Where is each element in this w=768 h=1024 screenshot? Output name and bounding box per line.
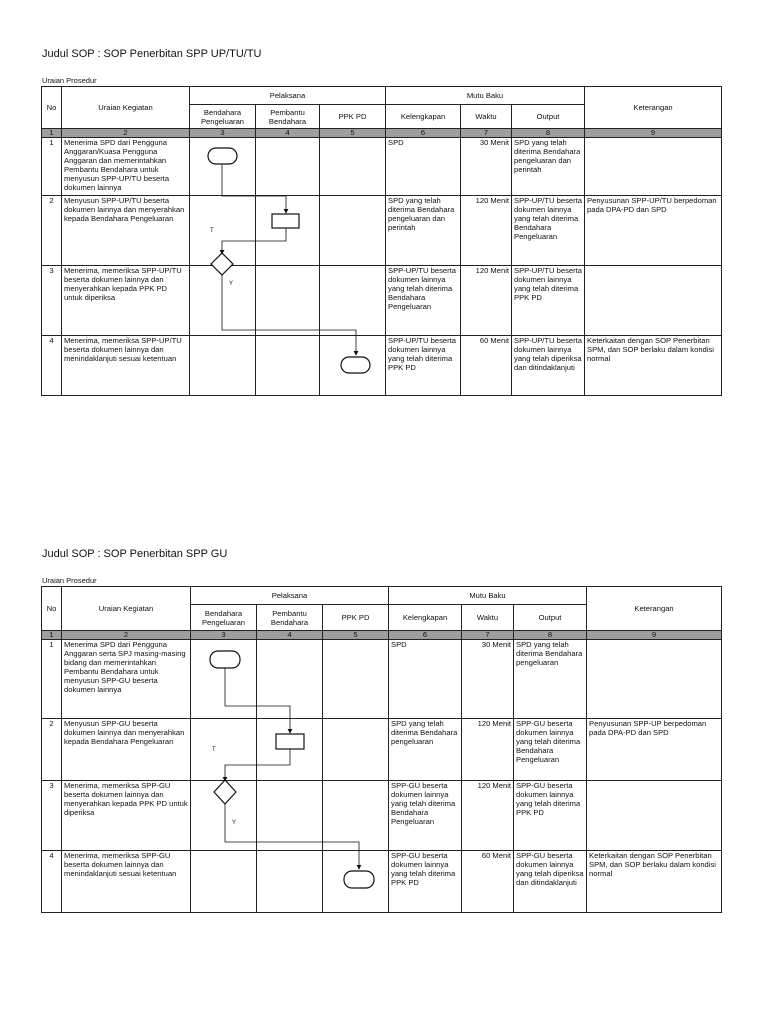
row-keterangan: Keterkaitan dengan SOP Penerbitan SPM, dan SOP berlaku dalam kondisi normal — [585, 336, 722, 396]
row-keterangan — [587, 640, 722, 719]
label-t: T — [210, 228, 214, 234]
label-t: T — [212, 747, 216, 753]
label-y: Y — [232, 820, 237, 826]
row-number: 4 — [42, 851, 62, 913]
lane-bendahara — [190, 196, 256, 266]
header-output: Output — [512, 105, 585, 129]
row-output: SPP-UP/TU beserta dokumen lainnya yang telah diperiksa dan ditindaklanjuti — [512, 336, 585, 396]
row-keterangan — [585, 266, 722, 336]
lane-ppk — [323, 640, 389, 719]
row-output: SPP-UP/TU beserta dokumen lainnya yang telah diterima PPK PD — [512, 266, 585, 336]
column-number: 6 — [386, 129, 461, 138]
table-row — [42, 851, 722, 913]
lane-ppk — [320, 138, 386, 196]
label-y: Y — [229, 281, 234, 287]
column-number: 8 — [512, 129, 585, 138]
header-pelaksana: Pelaksana — [190, 87, 386, 105]
table-row — [42, 336, 722, 396]
row-kelengkapan: SPP-GU beserta dokumen lainnya yang telah diterima Bendahara Pengeluaran — [389, 781, 462, 851]
row-kegiatan: Menyusun SPP-UP/TU beserta dokumen lainnya dan menyerahkan kepada Bendahara Pengeluaran — [62, 196, 190, 266]
header-keterangan: Keterangan — [585, 87, 722, 129]
row-keterangan: Penyusunan SPP-UP/TU berpedoman pada DPA-PD dan SPD — [585, 196, 722, 266]
lane-bendahara — [190, 336, 256, 396]
column-number: 1 — [42, 129, 62, 138]
lane-pembantu — [256, 196, 320, 266]
table-row — [42, 138, 722, 196]
row-kelengkapan: SPP-GU beserta dokumen lainnya yang telah diterima PPK PD — [389, 851, 462, 913]
lane-ppk — [323, 851, 389, 913]
header-mutu-baku: Mutu Baku — [386, 87, 585, 105]
row-waktu: 60 Menit — [462, 851, 514, 913]
header-output: Output — [514, 605, 587, 631]
lane-ppk — [323, 781, 389, 851]
column-number: 8 — [514, 631, 587, 640]
lane-pembantu — [256, 138, 320, 196]
row-waktu: 60 Menit — [461, 336, 512, 396]
lane-pembantu — [256, 266, 320, 336]
header-kelengkapan: Kelengkapan — [386, 105, 461, 129]
lane-bendahara — [191, 781, 257, 851]
table-row — [42, 781, 722, 851]
column-number: 9 — [587, 631, 722, 640]
header-uraian-kegiatan: Uraian Kegiatan — [62, 87, 190, 129]
header-bendahara-pengeluaran: Bendahara Pengeluaran — [191, 605, 257, 631]
sop-subtitle: Uraian Prosedur — [42, 76, 97, 85]
lane-bendahara — [190, 138, 256, 196]
header-bendahara-pengeluaran: Bendahara Pengeluaran — [190, 105, 256, 129]
lane-bendahara — [191, 851, 257, 913]
procedure-table — [41, 586, 722, 913]
header-no: No — [42, 587, 62, 631]
row-output: SPP-UP/TU beserta dokumen lainnya yang telah diterima Bendahara Pengeluaran — [512, 196, 585, 266]
procedure-table-wrapper — [41, 86, 721, 396]
row-kegiatan: Menerima, memeriksa SPP-GU beserta dokumen lainnya dan menyerahkan kepada PPK PD untuk diperiksa — [62, 781, 191, 851]
column-number: 6 — [389, 631, 462, 640]
header-no: No — [42, 87, 62, 129]
row-kelengkapan: SPP-UP/TU beserta dokumen lainnya yang telah diterima PPK PD — [386, 336, 461, 396]
row-number: 1 — [42, 138, 62, 196]
header-keterangan: Keterangan — [587, 587, 722, 631]
row-output: SPD yang telah diterima Bendahara pengeluaran — [514, 640, 587, 719]
row-waktu: 120 Menit — [461, 266, 512, 336]
lane-ppk — [320, 266, 386, 336]
column-number: 7 — [462, 631, 514, 640]
column-number: 4 — [257, 631, 323, 640]
row-keterangan — [585, 138, 722, 196]
header-waktu: Waktu — [462, 605, 514, 631]
column-number-row — [42, 129, 722, 138]
column-number: 2 — [62, 631, 191, 640]
row-number: 3 — [42, 266, 62, 336]
row-kegiatan: Menerima SPD dari Pengguna Anggaran serta SPJ masing-masing bidang dan memerintahkan Pembantu Bendahara untuk menyusun SPP-GU beserta dokumen lainnya — [62, 640, 191, 719]
column-number: 5 — [323, 631, 389, 640]
row-kegiatan: Menerima, memeriksa SPP-UP/TU beserta dokumen lainnya dan menyerahkan kepada PPK PD untuk diperiksa — [62, 266, 190, 336]
row-output: SPP-GU beserta dokumen lainnya yang telah diperiksa dan ditindaklanjuti — [514, 851, 587, 913]
procedure-table-wrapper — [41, 586, 721, 913]
lane-ppk — [320, 196, 386, 266]
header-ppk-pd: PPK PD — [320, 105, 386, 129]
header-mutu-baku: Mutu Baku — [389, 587, 587, 605]
lane-bendahara — [191, 640, 257, 719]
lane-bendahara — [190, 266, 256, 336]
row-keterangan — [587, 781, 722, 851]
row-kegiatan: Menerima, memeriksa SPP-UP/TU beserta dokumen lainnya dan menindaklanjuti sesuai ketentuan — [62, 336, 190, 396]
lane-pembantu — [257, 640, 323, 719]
row-waktu: 120 Menit — [462, 719, 514, 781]
sop-title: Judul SOP : SOP Penerbitan SPP UP/TU/TU — [42, 48, 262, 60]
table-row — [42, 719, 722, 781]
header-waktu: Waktu — [461, 105, 512, 129]
column-number: 3 — [190, 129, 256, 138]
row-kelengkapan: SPD yang telah diterima Bendahara pengeluaran dan perintah — [386, 196, 461, 266]
row-waktu: 120 Menit — [461, 196, 512, 266]
row-waktu: 120 Menit — [462, 781, 514, 851]
header-pembantu-bendahara: Pembantu Bendahara — [256, 105, 320, 129]
row-kegiatan: Menerima, memeriksa SPP-GU beserta dokumen lainnya dan menindaklanjuti sesuai ketentuan — [62, 851, 191, 913]
row-output: SPD yang telah diterima Bendahara pengeluaran dan perintah — [512, 138, 585, 196]
column-number: 3 — [191, 631, 257, 640]
row-kegiatan: Menerima SPD dari Pengguna Anggaran/Kuasa Pengguna Anggaran dan memerintahkan Pembantu Bendahara untuk menyusun SPP-UP/TU beserta dokumen lainnya — [62, 138, 190, 196]
lane-ppk — [320, 336, 386, 396]
table-row — [42, 266, 722, 336]
column-number: 5 — [320, 129, 386, 138]
procedure-table — [41, 86, 722, 396]
header-uraian-kegiatan: Uraian Kegiatan — [62, 587, 191, 631]
column-number: 7 — [461, 129, 512, 138]
column-number-row — [42, 631, 722, 640]
header-pelaksana: Pelaksana — [191, 587, 389, 605]
column-number: 1 — [42, 631, 62, 640]
header-ppk-pd: PPK PD — [323, 605, 389, 631]
header-kelengkapan: Kelengkapan — [389, 605, 462, 631]
row-keterangan: Penyusunan SPP-UP berpedoman pada DPA-PD dan SPD — [587, 719, 722, 781]
header-pembantu-bendahara: Pembantu Bendahara — [257, 605, 323, 631]
row-waktu: 30 Menit — [461, 138, 512, 196]
row-kelengkapan: SPD — [386, 138, 461, 196]
row-kelengkapan: SPP-UP/TU beserta dokumen lainnya yang telah diterima Bendahara Pengeluaran — [386, 266, 461, 336]
lane-pembantu — [256, 336, 320, 396]
row-keterangan: Keterkaitan dengan SOP Penerbitan SPM, dan SOP berlaku dalam kondisi normal — [587, 851, 722, 913]
row-number: 1 — [42, 640, 62, 719]
column-number: 2 — [62, 129, 190, 138]
row-waktu: 30 Menit — [462, 640, 514, 719]
column-number: 4 — [256, 129, 320, 138]
column-number: 9 — [585, 129, 722, 138]
lane-pembantu — [257, 719, 323, 781]
row-number: 2 — [42, 719, 62, 781]
table-row — [42, 196, 722, 266]
lane-pembantu — [257, 851, 323, 913]
row-number: 3 — [42, 781, 62, 851]
row-number: 2 — [42, 196, 62, 266]
row-number: 4 — [42, 336, 62, 396]
row-kelengkapan: SPD yang telah diterima Bendahara pengeluaran — [389, 719, 462, 781]
sop-title: Judul SOP : SOP Penerbitan SPP GU — [42, 548, 228, 560]
table-row — [42, 640, 722, 719]
row-output: SPP-GU beserta dokumen lainnya yang telah diterima Bendahara Pengeluaran — [514, 719, 587, 781]
row-kegiatan: Menyusun SPP-GU beserta dokumen lainnya dan menyerahkan kepada Bendahara Pengeluaran — [62, 719, 191, 781]
lane-bendahara — [191, 719, 257, 781]
lane-ppk — [323, 719, 389, 781]
row-output: SPP-GU beserta dokumen lainnya yang telah diterima PPK PD — [514, 781, 587, 851]
row-kelengkapan: SPD — [389, 640, 462, 719]
sop-subtitle: Uraian Prosedur — [42, 576, 97, 585]
lane-pembantu — [257, 781, 323, 851]
